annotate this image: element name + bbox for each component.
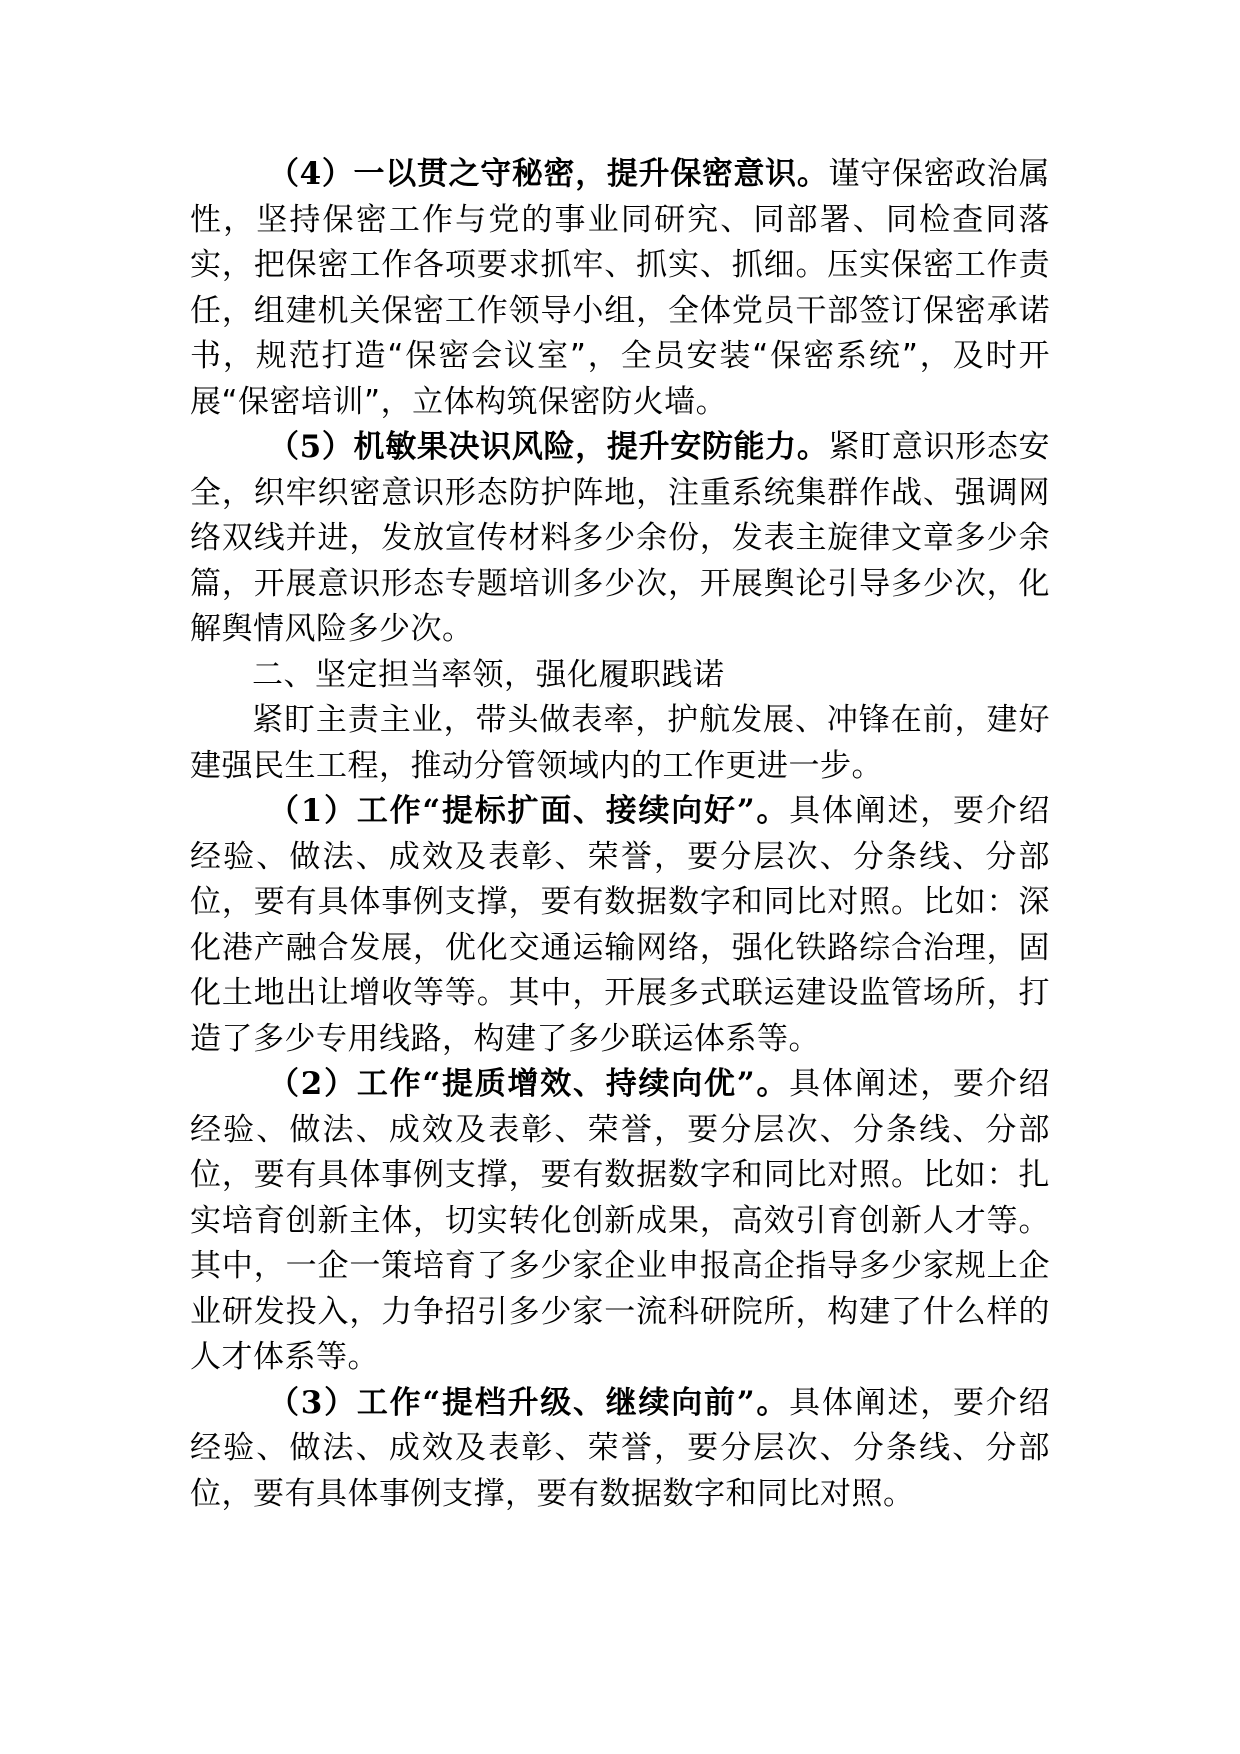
paragraph-body: 具体阐述，要介绍经验、做法、成效及表彰、荣誉，要分层次、分条线、分部位，要有具体事例支撑，要有数据数字和同比对照。 xyxy=(190,1384,1050,1512)
paragraph-lead: （2）工作“提质增效、持续向优”。 xyxy=(268,1066,790,1102)
paragraph-body: 紧盯主责主业，带头做表率，护航发展、冲锋在前，建好建强民生工程，推动分管领域内的工作更进一步。 xyxy=(190,702,1050,784)
document-page xyxy=(190,152,1050,1517)
paragraph-risk-security xyxy=(190,425,1050,653)
paragraph-body: 具体阐述，要介绍经验、做法、成效及表彰、荣誉，要分层次、分条线、分部位，要有具体事例支撑，要有数据数字和同比对照。比如：扎实培育创新主体，切实转化创新成果，高效引育创新人才等。其中，一企一策培育了多少家企业申报高企指导多少家规上企业研发投入，力争招引多少家一流科研院所，构建了什么样的人才体系等。 xyxy=(190,1066,1050,1375)
paragraph-item-2 xyxy=(190,1062,1050,1381)
paragraph-item-3 xyxy=(190,1381,1050,1518)
paragraph-lead: （5）机敏果决识风险，提升安防能力。 xyxy=(268,429,829,465)
section-heading xyxy=(190,653,1050,699)
paragraph-body: 具体阐述，要介绍经验、做法、成效及表彰、荣誉，要分层次、分条线、分部位，要有具体事例支撑，要有数据数字和同比对照。比如：深化港产融合发展，优化交通运输网络，强化铁路综合治理，固化土地出让增收等等。其中，开展多式联运建设监管场所，打造了多少专用线路，构建了多少联运体系等。 xyxy=(190,793,1050,1057)
paragraph-lead: （4）一以贯之守秘密，提升保密意识。 xyxy=(268,156,829,192)
paragraph-lead: （1）工作“提标扩面、接续向好”。 xyxy=(268,793,790,829)
paragraph-body: 谨守保密政治属性，坚持保密工作与党的事业同研究、同部署、同检查同落实，把保密工作各项要求抓牢、抓实、抓细。压实保密工作责任，组建机关保密工作领导小组，全体党员干部签订保密承诺书，规范打造“保密会议室”，全员安装“保密系统”，及时开展“保密培训”，立体构筑保密防火墙。 xyxy=(190,156,1050,420)
paragraph-lead: （3）工作“提档升级、继续向前”。 xyxy=(268,1384,790,1421)
paragraph-item-1 xyxy=(190,789,1050,1062)
section-intro xyxy=(190,698,1050,789)
section-heading-text: 二、坚定担当率领，强化履职践诺 xyxy=(252,656,725,693)
paragraph-body: 紧盯意识形态安全，织牢织密意识形态防护阵地，注重系统集群作战、强调网络双线并进，发放宣传材料多少余份，发表主旋律文章多少余篇，开展意识形态专题培训多少次，开展舆论引导多少次，化解舆情风险多少次。 xyxy=(190,429,1050,647)
paragraph-confidentiality xyxy=(190,152,1050,425)
